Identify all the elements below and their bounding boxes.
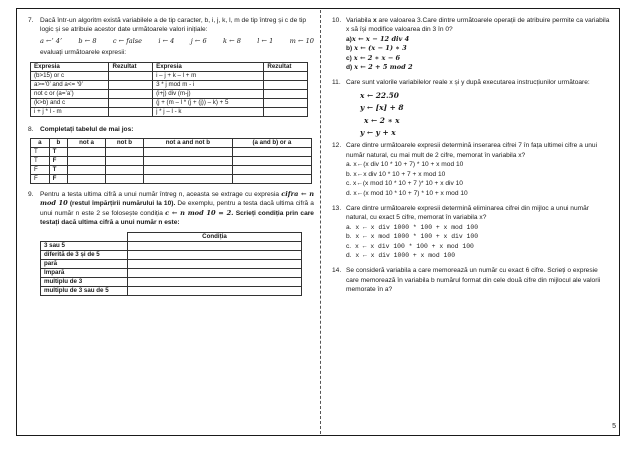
- question-text: Pentru a testa ultima cifră a unui număr întreg n, aceasta se extrage cu expresia: [40, 191, 280, 199]
- option-a: a)x ← x − 12 div 4: [346, 34, 410, 43]
- question-text: Care dintre următoarele expresii determină eliminarea cifrei din mijloc a unui număr natural, cu exact 5 cifre, memorat în variabila x?: [346, 204, 589, 222]
- question-text: Se consideră variabila a care memorează un număr cu exact 6 cifre. Scrieți o expresie care memorează în variabila b numărul format din cele două cifre din mijlocul ale valorii memorate în a?: [346, 267, 601, 294]
- question-number: 11.: [332, 79, 341, 87]
- table-header: not b: [105, 139, 143, 148]
- var-l: l ← 1: [257, 36, 274, 45]
- answer-cell[interactable]: [128, 250, 302, 259]
- right-column: [332, 16, 610, 299]
- table-row: [31, 98, 308, 107]
- instruction-line: y ← [x] + 8: [360, 103, 404, 113]
- answer-cell[interactable]: [128, 286, 302, 295]
- question-text: (restul împărțirii numărului la 10).: [69, 200, 176, 208]
- table-cell: 3 sau 5: [41, 241, 128, 250]
- answer-cell[interactable]: [68, 175, 106, 184]
- table-row: [41, 268, 302, 277]
- question-text: Care sunt valorile variabilelor reale x și y după executarea instrucțiunilor următoare:: [346, 79, 590, 87]
- answer-cell[interactable]: [232, 148, 311, 157]
- answer-cell[interactable]: [232, 157, 311, 166]
- var-i: i ← 4: [158, 36, 175, 45]
- table-row: [31, 107, 308, 116]
- table-row: [31, 175, 312, 184]
- answer-cell[interactable]: [232, 166, 311, 175]
- page-number: 5: [612, 423, 616, 430]
- table-row: [41, 286, 302, 295]
- question-10: [332, 16, 610, 72]
- table-cell: T: [31, 157, 50, 166]
- table-cell: F: [49, 157, 68, 166]
- table-header: not a and not b: [144, 139, 233, 148]
- table-header: Expresia: [31, 62, 109, 71]
- table-row: [41, 259, 302, 268]
- question-number: 10.: [332, 17, 342, 24]
- empty-header: [41, 232, 128, 241]
- table-cell: (b>15) or c: [31, 71, 109, 80]
- table-cell: T: [49, 166, 68, 175]
- answer-cell[interactable]: [105, 148, 143, 157]
- table-cell: j * j – l - k: [153, 107, 264, 116]
- var-m: m ← 10: [289, 36, 314, 45]
- table-cell: i + j * l - m: [31, 107, 109, 116]
- var-b: b ← 8: [78, 36, 97, 45]
- answer-cell[interactable]: [144, 175, 233, 184]
- answer-cell[interactable]: [264, 107, 308, 116]
- table-row: [41, 241, 302, 250]
- expression: cifra ← n mod 10: [40, 190, 314, 208]
- answer-cell[interactable]: [264, 80, 308, 89]
- answer-cell[interactable]: [264, 71, 308, 80]
- question-text: Care dintre următoarele expresii determină inserarea cifrei 7 în fața ultimei cifre a unui număr natural, cu mai mult de 2 cifre, memorat în variabila x?: [346, 142, 598, 159]
- question-text: Scrieți condiția prin care testați dacă ultima cifră a unui număr n este:: [40, 209, 314, 227]
- question-13: [332, 204, 610, 260]
- option-a: a. x ← x div 1000 * 100 + x mod 100: [346, 223, 479, 231]
- answer-cell[interactable]: [144, 157, 233, 166]
- table-header: Rezultat: [109, 62, 153, 71]
- answer-cell[interactable]: [105, 157, 143, 166]
- var-k: k ← 8: [223, 36, 241, 45]
- question-number: 7.: [28, 17, 34, 24]
- answer-cell[interactable]: [264, 98, 308, 107]
- table-cell: i – j + k – l + m: [153, 71, 264, 80]
- left-column: [26, 16, 314, 296]
- table-cell: pară: [41, 259, 128, 268]
- question-number: 13.: [332, 204, 342, 212]
- answer-cell[interactable]: [109, 89, 153, 98]
- question-text: Dacă într-un algoritm există variabilele a de tip caracter, b, i, j, k, l, m de tip întreg și c de tip logic și se atribuie acestor date următoarele valori inițiale:: [40, 17, 307, 34]
- question-text: are valoarea 3.Care dintre următoarele operații de atribuire permite ca variabila x să își modifice valoarea din 3 în 0?: [346, 17, 610, 34]
- var-c: c ← false: [112, 36, 143, 45]
- table-row: [41, 277, 302, 286]
- expressions-table: [30, 62, 308, 117]
- instruction-line: y ← y + x: [360, 128, 396, 138]
- var-j: j ← 6: [190, 36, 207, 45]
- table-cell: (j + (m – l * (j + (j)) – k) + 5: [153, 98, 264, 107]
- answer-cell[interactable]: [109, 98, 153, 107]
- option-d: d. x←(x mod 10 * 10 + 7) * 10 + x mod 10: [346, 189, 468, 197]
- question-text-after: evaluați următoarele expresii:: [40, 49, 127, 57]
- table-cell: 3 * j mod m - i: [153, 80, 264, 89]
- question-number: 12.: [332, 142, 342, 150]
- table-cell: Impară: [41, 268, 128, 277]
- question-7: [26, 16, 314, 58]
- answer-cell[interactable]: [144, 166, 233, 175]
- table-row: [31, 71, 308, 80]
- table-cell: not c or (a=’a’): [31, 89, 109, 98]
- instruction-line: x ← 2 ∗ x: [364, 115, 400, 125]
- option-d: d) x ← 2 + 5 mod 2: [346, 63, 413, 72]
- option-a: a. x←(x div 10 * 10 + 7) * 10 + x mod 10: [346, 161, 464, 169]
- table-cell: multiplu de 3 sau de 5: [41, 286, 128, 295]
- table-cell: a>=’0’ and a<= ‘9’: [31, 80, 109, 89]
- table-header: Expresia: [153, 62, 264, 71]
- question-text: De exemplu, pentru a testa dacă ultima cifră a unui număr n este 2 se folosește condiția: [40, 200, 314, 217]
- question-text: Variabila: [346, 17, 372, 24]
- expression: c ← n mod 10 = 2.: [165, 208, 234, 217]
- table-row: [31, 89, 308, 98]
- table-header: b: [49, 139, 68, 148]
- answer-cell[interactable]: [109, 71, 153, 80]
- answer-cell[interactable]: [109, 107, 153, 116]
- answer-cell[interactable]: [68, 157, 106, 166]
- answer-cell[interactable]: [232, 175, 311, 184]
- table-row: [41, 250, 302, 259]
- option-b: b. x←x div 10 * 10 + 7 + x mod 10: [346, 170, 446, 178]
- answer-cell[interactable]: [68, 148, 106, 157]
- question-12: [332, 141, 610, 197]
- answer-cell[interactable]: [105, 175, 143, 184]
- initial-values: [40, 35, 314, 48]
- option-c: c) x ← 2 ∗ x − 6: [346, 53, 401, 62]
- column-divider: [320, 10, 321, 434]
- question-number: 14.: [332, 267, 342, 275]
- question-number: 9.: [28, 191, 34, 199]
- option-d: d. x ← x div 1000 + x mod 100: [346, 251, 456, 259]
- table-cell: F: [31, 166, 50, 175]
- question-14: [332, 266, 610, 294]
- variable-name: x: [373, 17, 377, 24]
- table-cell: F: [49, 175, 68, 184]
- table-cell: F: [31, 175, 50, 184]
- table-cell: diferită de 3 și de 5: [41, 250, 128, 259]
- answer-cell[interactable]: [128, 241, 302, 250]
- table-header: not a: [68, 139, 106, 148]
- answer-cell[interactable]: [128, 259, 302, 268]
- table-cell: T: [31, 148, 50, 157]
- table-row: [31, 80, 308, 89]
- table-header: a: [31, 139, 50, 148]
- table-row: [31, 157, 312, 166]
- answer-cell[interactable]: [128, 268, 302, 277]
- table-header: Rezultat: [264, 62, 308, 71]
- table-cell: multiplu de 3: [41, 277, 128, 286]
- question-text: Completați tabelul de mai jos:: [40, 125, 134, 133]
- answer-cell[interactable]: [109, 80, 153, 89]
- table-cell: T: [49, 148, 68, 157]
- option-c: c. x←(x mod 10 * 10 + 7 )* 10 + x div 10: [346, 180, 463, 188]
- truth-table: [30, 138, 312, 184]
- table-row: [31, 166, 312, 175]
- question-8: [26, 125, 314, 134]
- option-b: b) x ← (x − 1) ∗ 3: [346, 44, 407, 53]
- table-cell: (k>b) and c: [31, 98, 109, 107]
- table-header: Condiția: [128, 232, 302, 241]
- table-cell: (i+j) div (m-j): [153, 89, 264, 98]
- answer-cell[interactable]: [128, 277, 302, 286]
- instruction-line: x ← 22.50: [360, 90, 399, 100]
- condition-table: [40, 232, 302, 296]
- var-a: a ←’ 4’: [40, 36, 63, 45]
- answer-cell[interactable]: [68, 166, 106, 175]
- answer-cell[interactable]: [105, 166, 143, 175]
- table-header: (a and b) or a: [232, 139, 311, 148]
- answer-cell[interactable]: [264, 89, 308, 98]
- table-row: [31, 148, 312, 157]
- answer-cell[interactable]: [144, 148, 233, 157]
- question-number: 8.: [28, 125, 34, 133]
- question-11: [332, 78, 610, 137]
- question-9: [26, 190, 314, 228]
- option-b: b. x ← x mod 1000 * 100 + x div 100: [346, 233, 479, 241]
- option-c: c. x ← x div 100 * 100 + x mod 100: [346, 242, 474, 250]
